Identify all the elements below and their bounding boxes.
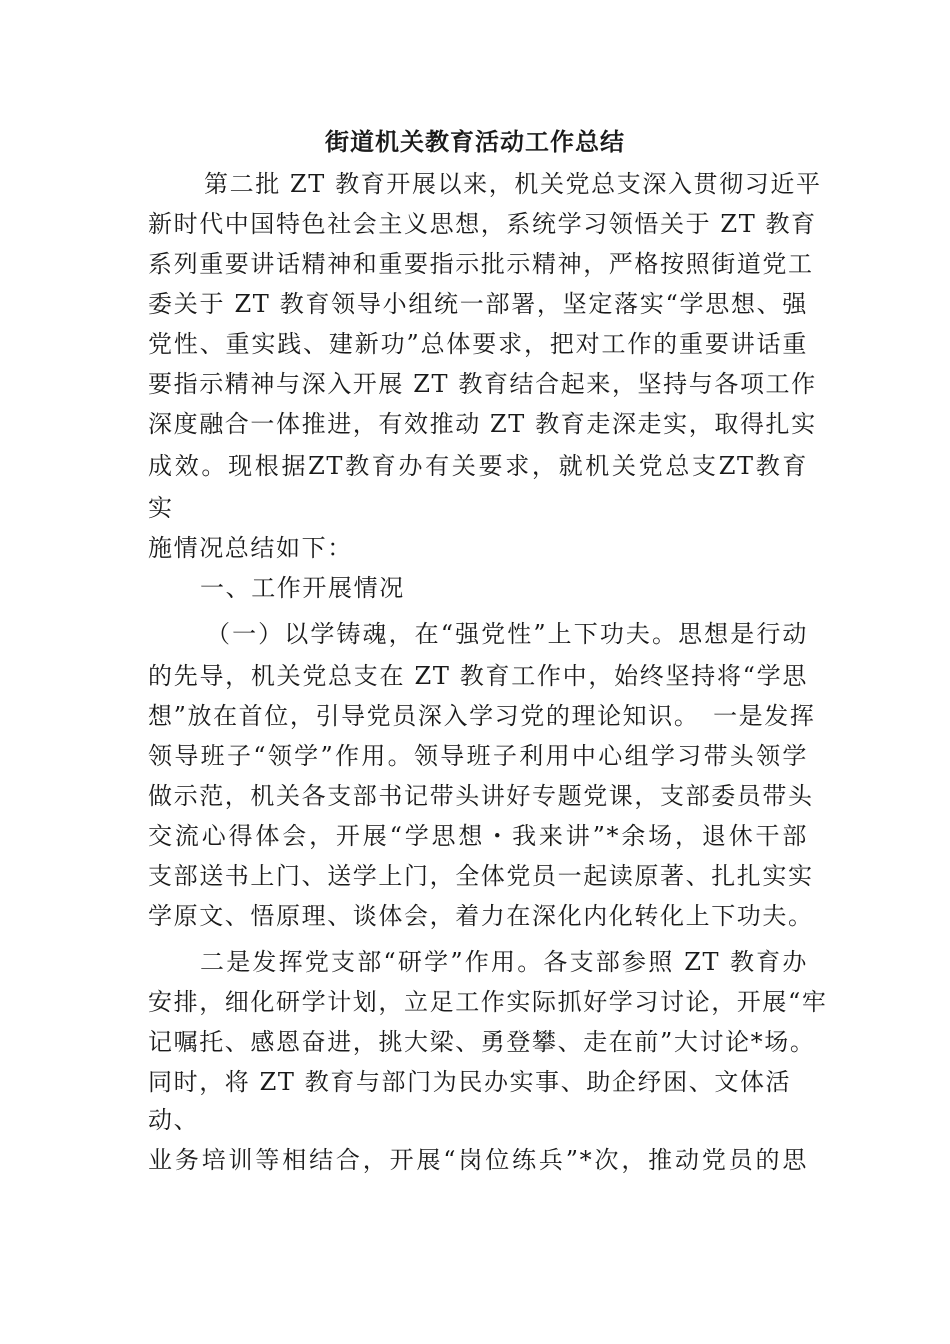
paragraph-line: 实 (148, 494, 174, 522)
paragraph-line: 深度融合一体推进，有效推动 ZT 教育走深走实，取得扎实 (148, 410, 817, 438)
paragraph-line: 施情况总结如下： (148, 534, 353, 562)
document-title: 街道机关教育活动工作总结 (325, 127, 625, 156)
paragraph-line: （一）以学铸魂，在“强党性”上下功夫。思想是行动 (206, 620, 808, 648)
paragraph-line: 委关于 ZT 教育领导小组统一部署，坚定落实“学思想、强 (148, 290, 808, 318)
paragraph-line: 动、 (148, 1106, 200, 1134)
paragraph-line: 系列重要讲话精神和重要指示批示精神，严格按照街道党工 (148, 250, 814, 278)
paragraph-line: 同时，将 ZT 教育与部门为民办实事、助企纾困、文体活 (148, 1068, 792, 1096)
paragraph-line: 成效。现根据ZT教育办有关要求，就机关党总支ZT教育 (148, 452, 808, 480)
paragraph-line: 二是发挥党支部“研学”作用。各支部参照 ZT 教育办 (200, 948, 808, 976)
paragraph-line: 想”放在首位，引导党员深入学习党的理论知识。 一是发挥 (148, 702, 816, 730)
paragraph-line: 记嘱托、感恩奋进，挑大梁、勇登攀、走在前”大讨论*场。 (148, 1028, 816, 1056)
paragraph-line: 的先导，机关党总支在 ZT 教育工作中，始终坚持将“学思 (148, 662, 808, 690)
paragraph-line: 要指示精神与深入开展 ZT 教育结合起来，坚持与各项工作 (148, 370, 817, 398)
paragraph-line: 支部送书上门、送学上门，全体党员一起读原著、扎扎实实 (148, 862, 814, 890)
paragraph-line: 领导班子“领学”作用。领导班子利用中心组学习带头领学 (148, 742, 808, 770)
paragraph-line: 做示范，机关各支部书记带头讲好专题党课，支部委员带头 (148, 782, 814, 810)
paragraph-line: 业务培训等相结合，开展“岗位练兵”*次，推动党员的思 (148, 1146, 808, 1174)
paragraph-line: 交流心得体会，开展“学思想・我来讲”*余场，退休干部 (148, 822, 808, 850)
paragraph-line: 第二批 ZT 教育开展以来，机关党总支深入贯彻习近平 (204, 170, 822, 198)
paragraph-line: 学原文、悟原理、谈体会，着力在深化内化转化上下功夫。 (148, 902, 814, 930)
paragraph-line: 安排，细化研学计划，立足工作实际抓好学习讨论，开展“牢 (148, 988, 828, 1016)
paragraph-line: 党性、重实践、建新功”总体要求，把对工作的重要讲话重 (148, 330, 808, 358)
section-heading: 一、工作开展情况 (200, 574, 405, 602)
paragraph-line: 新时代中国特色社会主义思想，系统学习领悟关于 ZT 教育 (148, 210, 817, 238)
